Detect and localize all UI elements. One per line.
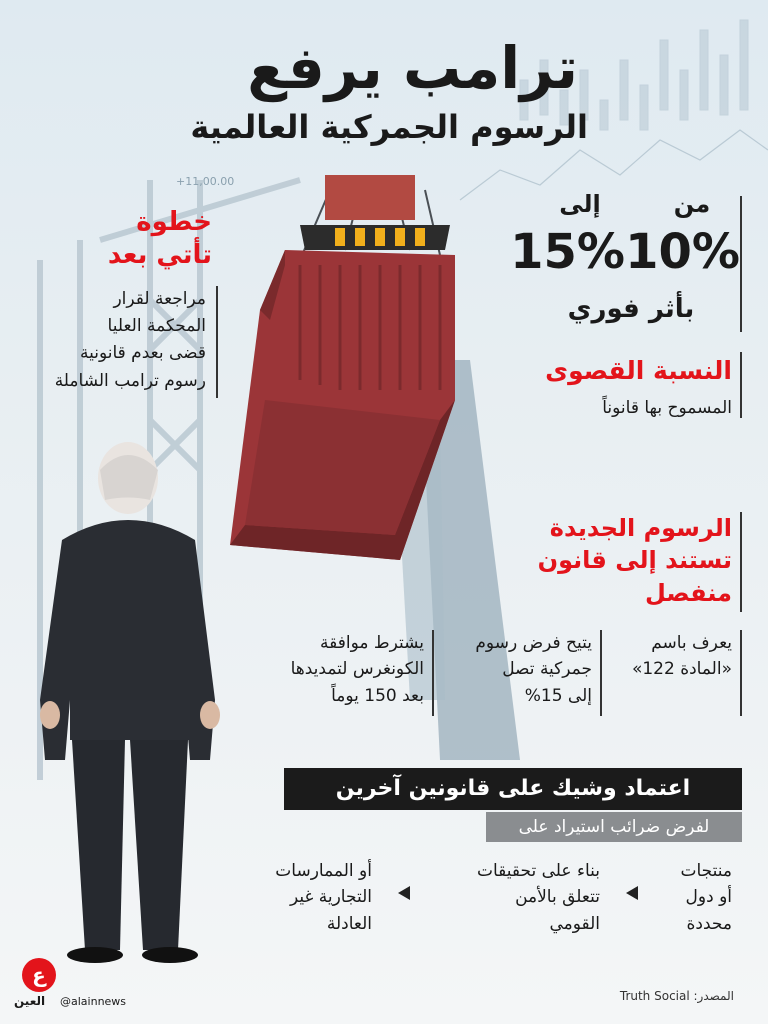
logo-text: العين xyxy=(14,994,46,1008)
handle: @alainnews xyxy=(60,995,127,1008)
next-step-heading xyxy=(108,206,212,271)
new-fees-line2: تستند إلى قانون xyxy=(537,546,732,575)
fact-2-line-3: إلى 15% xyxy=(524,685,592,706)
immediate-effect: بأثر فوري xyxy=(567,294,695,324)
reliance-sub: لفرض ضرائب استيراد على xyxy=(486,812,742,842)
divider-fact-1 xyxy=(740,630,742,716)
reliance-item-1-line-1: منتجات xyxy=(680,861,732,881)
reliance-item-2-line-1: بناء على تحقيقات xyxy=(476,861,600,881)
fact-1-line-2: «المادة 122» xyxy=(631,659,732,680)
main-title: ترامب يرفع xyxy=(247,34,578,102)
next-step-heading-line2: تأتي بعد xyxy=(107,239,212,270)
reliance-item-1 xyxy=(680,858,732,937)
next-step-line-2: المحكمة العليا xyxy=(107,316,206,337)
fact-2-line-1: يتيح فرض رسوم xyxy=(475,633,592,653)
max-heading: النسبة القصوى xyxy=(545,356,732,385)
next-step-heading-line1: خطوة xyxy=(136,207,212,237)
next-step-line-3: قضى بعدم قانونية xyxy=(79,343,206,364)
new-fees-heading xyxy=(538,512,732,609)
fact-3-line-2: الكونغرس لتمديدها xyxy=(290,659,424,680)
source-label: المصدر: xyxy=(693,989,734,1003)
divider-fact-3 xyxy=(432,630,434,716)
next-step-text xyxy=(55,286,206,395)
reliance-item-3 xyxy=(275,858,372,937)
source-value: Truth Social xyxy=(619,989,690,1003)
reliance-item-2 xyxy=(477,858,600,937)
fact-1-line-1: يعرف باسم xyxy=(651,633,732,653)
subtitle: الرسوم الجمركية العالمية xyxy=(190,108,588,146)
fact-3 xyxy=(291,630,424,709)
new-fees-line3: منفصل xyxy=(645,578,732,607)
reliance-item-3-line-3: العادلة xyxy=(326,913,372,934)
from-value: 10% xyxy=(625,224,740,280)
reliance-item-1-line-2: أو دول xyxy=(685,887,732,908)
fact-3-line-1: يشترط موافقة xyxy=(320,633,424,653)
reliance-item-3-line-1: أو الممارسات xyxy=(275,861,372,881)
to-value: 15% xyxy=(510,224,625,280)
reliance-item-2-line-3: القومي xyxy=(549,913,600,934)
ticker-value: +11,00.00 xyxy=(176,175,235,188)
fact-3-line-3: بعد 150 يوماً xyxy=(331,685,424,706)
next-step-line-4: رسوم ترامب الشاملة xyxy=(54,370,206,391)
new-fees-line1: الرسوم الجديدة xyxy=(549,514,732,542)
fact-2 xyxy=(475,630,592,709)
reliance-item-2-line-2: تتعلق بالأمن xyxy=(515,887,600,908)
reliance-bar: اعتماد وشيك على قانونين آخرين xyxy=(284,768,742,810)
fact-1 xyxy=(632,630,732,683)
divider-fact-2 xyxy=(600,630,602,716)
divider-rate xyxy=(740,196,742,332)
divider-new-fees xyxy=(740,512,742,612)
reliance-item-1-line-3: محددة xyxy=(686,913,732,934)
from-label: من xyxy=(673,190,711,218)
next-step-line-1: مراجعة لقرار xyxy=(113,289,206,309)
divider-max xyxy=(740,352,742,418)
arrow-left-icon xyxy=(626,886,638,900)
divider-next-step xyxy=(216,286,218,398)
arrow-left-icon xyxy=(398,886,410,900)
source xyxy=(620,989,734,1003)
max-text: المسموح بها قانوناً xyxy=(602,398,732,418)
logo-mark-icon: ع xyxy=(22,958,56,992)
fact-2-line-2: جمركية تصل xyxy=(502,659,592,680)
reliance-item-3-line-2: التجارية غير xyxy=(289,887,372,908)
to-label: إلى xyxy=(559,190,601,218)
